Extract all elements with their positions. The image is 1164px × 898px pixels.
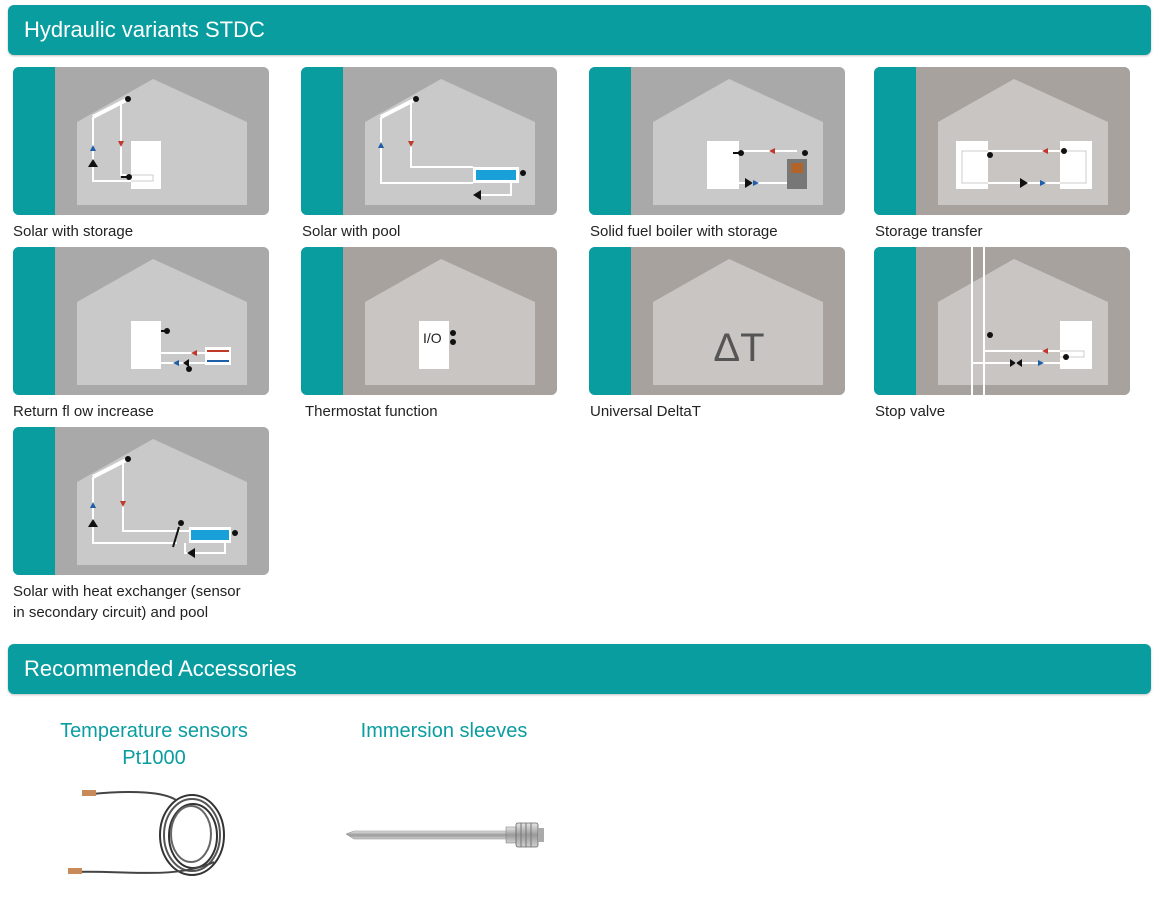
- immersion-sleeve-icon: [340, 814, 550, 858]
- accessory-title-line1: Temperature sensors: [60, 720, 248, 742]
- variant-tile-thermostat[interactable]: [301, 247, 557, 395]
- variant-label-line1: Solar with heat exchanger (sensor: [13, 583, 241, 600]
- delta-t-symbol: ΔT: [713, 326, 765, 370]
- variant-label: Thermostat function: [305, 403, 438, 420]
- variant-tile-solar-pool[interactable]: [301, 67, 557, 215]
- storage-transfer-diagram: [874, 67, 1130, 215]
- delta-t-diagram: [589, 247, 845, 395]
- accessory-immersion-sleeves[interactable]: [340, 814, 550, 858]
- variant-label: Universal DeltaT: [590, 403, 701, 420]
- accessory-title-line2: Pt1000: [122, 747, 186, 769]
- stop-valve-diagram: [874, 247, 1130, 395]
- variant-label: Stop valve: [875, 403, 946, 420]
- accessories-title: Recommended Accessories: [24, 656, 297, 681]
- accessory-temperature-sensors-title: [44, 718, 264, 772]
- variant-tile-delta-t[interactable]: [589, 247, 845, 395]
- solar-pool-diagram: [301, 67, 557, 215]
- thermostat-diagram: [301, 247, 557, 395]
- variant-label-line2: in secondary circuit) and pool: [13, 604, 209, 621]
- solid-fuel-boiler-diagram: [589, 67, 845, 215]
- variant-label: Solar with pool: [302, 223, 401, 240]
- hydraulic-variants-header: [8, 5, 1151, 55]
- solar-heat-exchanger-pool-diagram: [13, 427, 269, 575]
- variant-tile-solar-storage[interactable]: [13, 67, 269, 215]
- variant-tile-solar-heat-exchanger-pool[interactable]: [13, 427, 269, 575]
- variant-tile-solid-fuel-boiler[interactable]: [589, 67, 845, 215]
- variant-label: Solid fuel boiler with storage: [590, 223, 778, 240]
- sensor-cable-icon: [64, 780, 264, 890]
- accessory-immersion-sleeves-title: Immersion sleeves: [360, 720, 528, 742]
- variant-label: Solar with storage: [13, 223, 134, 240]
- variant-tile-storage-transfer[interactable]: [874, 67, 1130, 215]
- variant-label: Return fl ow increase: [13, 403, 154, 420]
- variant-tile-stop-valve[interactable]: [874, 247, 1130, 395]
- variant-label: [13, 581, 241, 623]
- thermostat-symbol: I/O: [423, 330, 442, 346]
- accessories-header: [8, 644, 1151, 694]
- variant-tile-return-flow[interactable]: [13, 247, 269, 395]
- variant-label: Storage transfer: [875, 223, 983, 240]
- accessory-temperature-sensors[interactable]: [64, 780, 264, 890]
- solar-storage-diagram: [13, 67, 269, 215]
- return-flow-diagram: [13, 247, 269, 395]
- hydraulic-variants-title: Hydraulic variants STDC: [24, 17, 265, 42]
